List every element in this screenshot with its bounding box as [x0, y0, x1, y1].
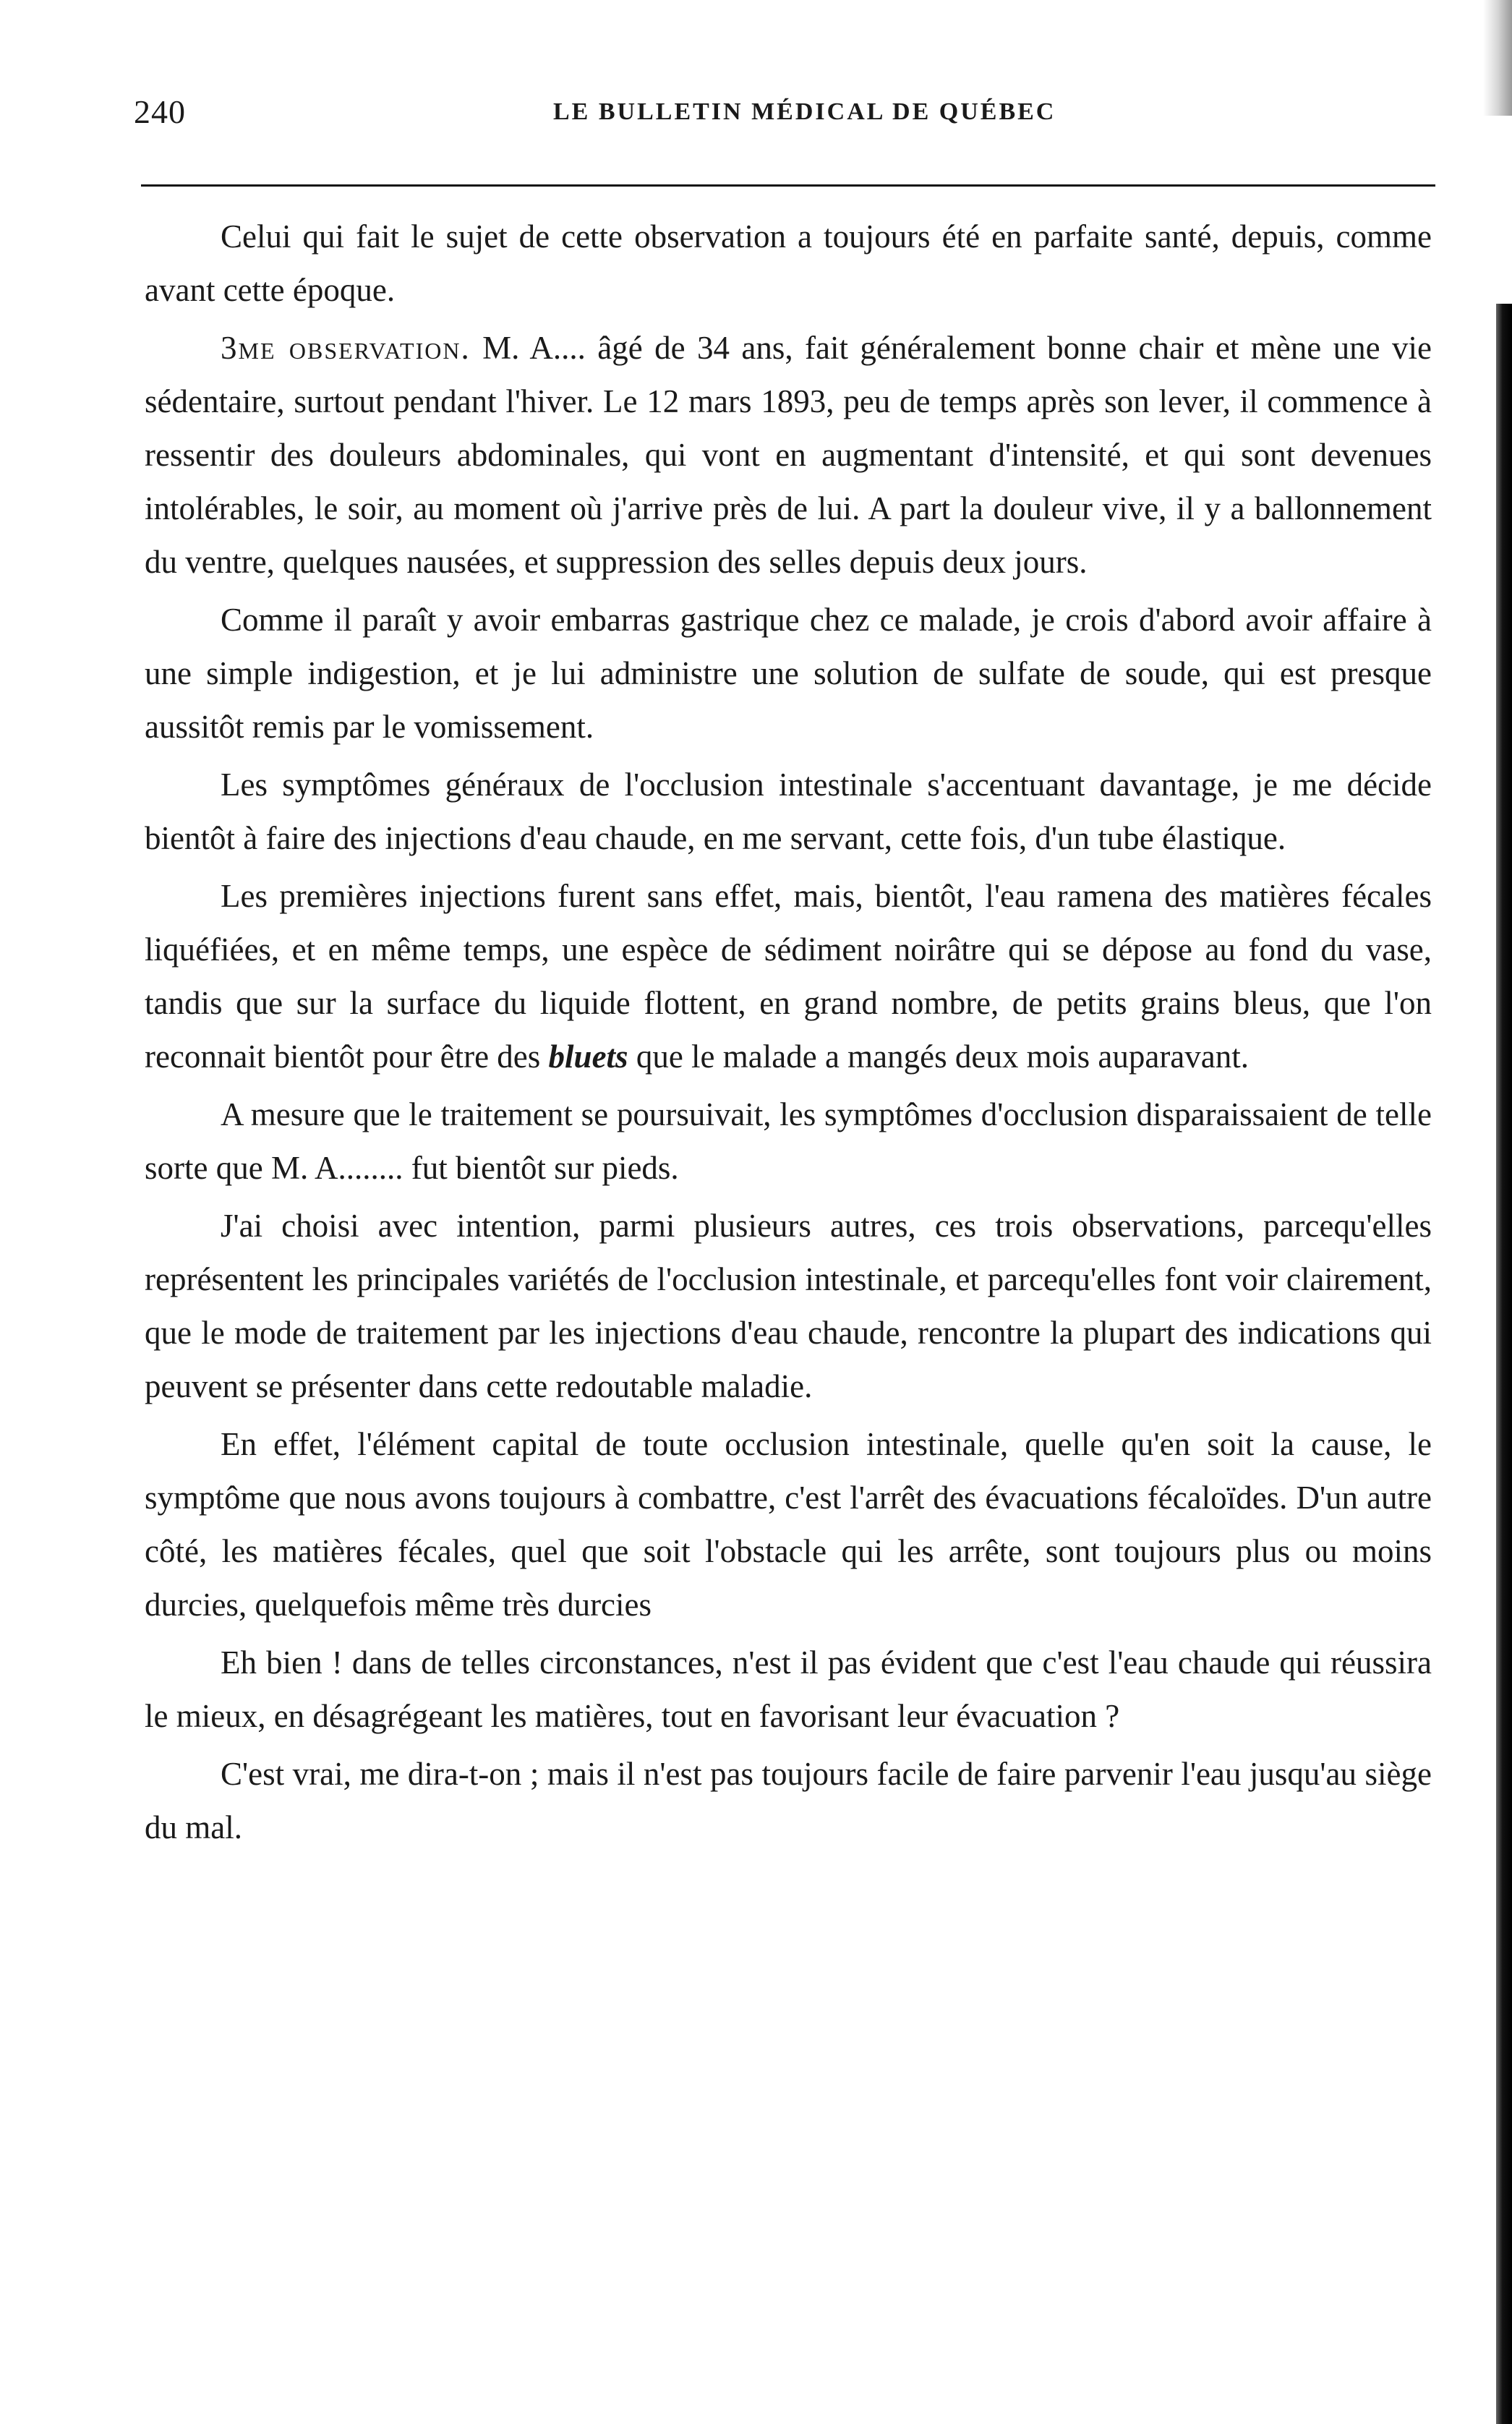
paragraph-text: Eh bien ! dans de telles circonstances, n'est il pas évident que c'est l'eau chaude qui réussira le mieux, en désagrégeant les matières, tout en favorisant leur évacuation ? — [145, 1644, 1432, 1734]
emphasis-bluets: bluets — [548, 1038, 628, 1075]
paragraph-text: Celui qui fait le sujet de cette observation a toujours été en parfaite santé, depuis, comme avant cette époque. — [145, 218, 1432, 308]
paragraph-5 — [145, 869, 1432, 1083]
paragraph-text: que le malade a mangés deux mois auparavant. — [628, 1038, 1250, 1075]
paragraph-text: C'est vrai, me dira-t-on ; mais il n'est pas toujours facile de faire parvenir l'eau jusqu'au siège du mal. — [145, 1756, 1432, 1845]
paragraph-3 — [145, 593, 1432, 754]
paragraph-4 — [145, 758, 1432, 865]
paragraph-6 — [145, 1088, 1432, 1195]
paragraph-2 — [145, 321, 1432, 589]
paragraph-9 — [145, 1636, 1432, 1743]
running-head: LE BULLETIN MÉDICAL DE QUÉBEC — [553, 98, 1056, 125]
article-body — [145, 210, 1432, 1858]
book-binding-shadow — [1496, 304, 1512, 2424]
page-number: 240 — [134, 93, 186, 130]
page-header — [134, 93, 1435, 143]
page-edge-shading — [1483, 0, 1512, 116]
paragraph-text: A mesure que le traitement se poursuivait, les symptômes d'occlusion disparaissaient de telle sorte que M. A........ fut bientôt sur pieds. — [145, 1096, 1432, 1186]
paragraph-text: Les premières injections furent sans effet, mais, bientôt, l'eau ramena des matières fécales liquéfiées, et en même temps, une espèce de sédiment noirâtre qui se dépose au fond du vase, tandis que sur la surface du liquide flottent, en grand nombre, de petits grains bleus, que l'on reconnait bientôt pour être des — [145, 878, 1432, 1075]
paragraph-1 — [145, 210, 1432, 317]
paragraph-text: M. A.... âgé de 34 ans, fait généralement bonne chair et mène une vie sédentaire, surtout pendant l'hiver. Le 12 mars 1893, peu de temps après son lever, il commence à ressentir des douleurs abdominales, qui vont en augmentant d'intensité, et qui sont devenues intolérables, le soir, au moment où j'arrive près de lui. A part la douleur vive, il y a ballonnement du ventre, quelques nausées, et suppression des selles depuis deux jours. — [145, 330, 1432, 580]
header-rule — [141, 184, 1435, 187]
observation-label: 3me observation. — [221, 330, 471, 366]
paragraph-text: Comme il paraît y avoir embarras gastrique chez ce malade, je crois d'abord avoir affaire à une simple indigestion, et je lui administre une solution de sulfate de soude, qui est presque aussitôt remis par le vomissement. — [145, 602, 1432, 745]
paragraph-text: J'ai choisi avec intention, parmi plusieurs autres, ces trois observations, parcequ'elles représentent les principales variétés de l'occlusion intestinale, et parcequ'elles font voir clairement, que le mode de traitement par les injections d'eau chaude, rencontre la plupart des indications qui peuvent se présenter dans cette redoutable maladie. — [145, 1208, 1432, 1404]
paragraph-text: En effet, l'élément capital de toute occlusion intestinale, quelle qu'en soit la cause, le symptôme que nous avons toujours à combattre, c'est l'arrêt des évacuations fécaloïdes. D'un autre côté, les matières fécales, quel que soit l'obstacle qui les arrête, sont toujours plus ou moins durcies, quelquefois même très durcies — [145, 1426, 1432, 1623]
paragraph-10 — [145, 1747, 1432, 1854]
paragraph-text: Les symptômes généraux de l'occlusion intestinale s'accentuant davantage, je me décide bientôt à faire des injections d'eau chaude, en me servant, cette fois, d'un tube élastique. — [145, 767, 1432, 856]
paragraph-8 — [145, 1417, 1432, 1631]
paragraph-7 — [145, 1199, 1432, 1413]
